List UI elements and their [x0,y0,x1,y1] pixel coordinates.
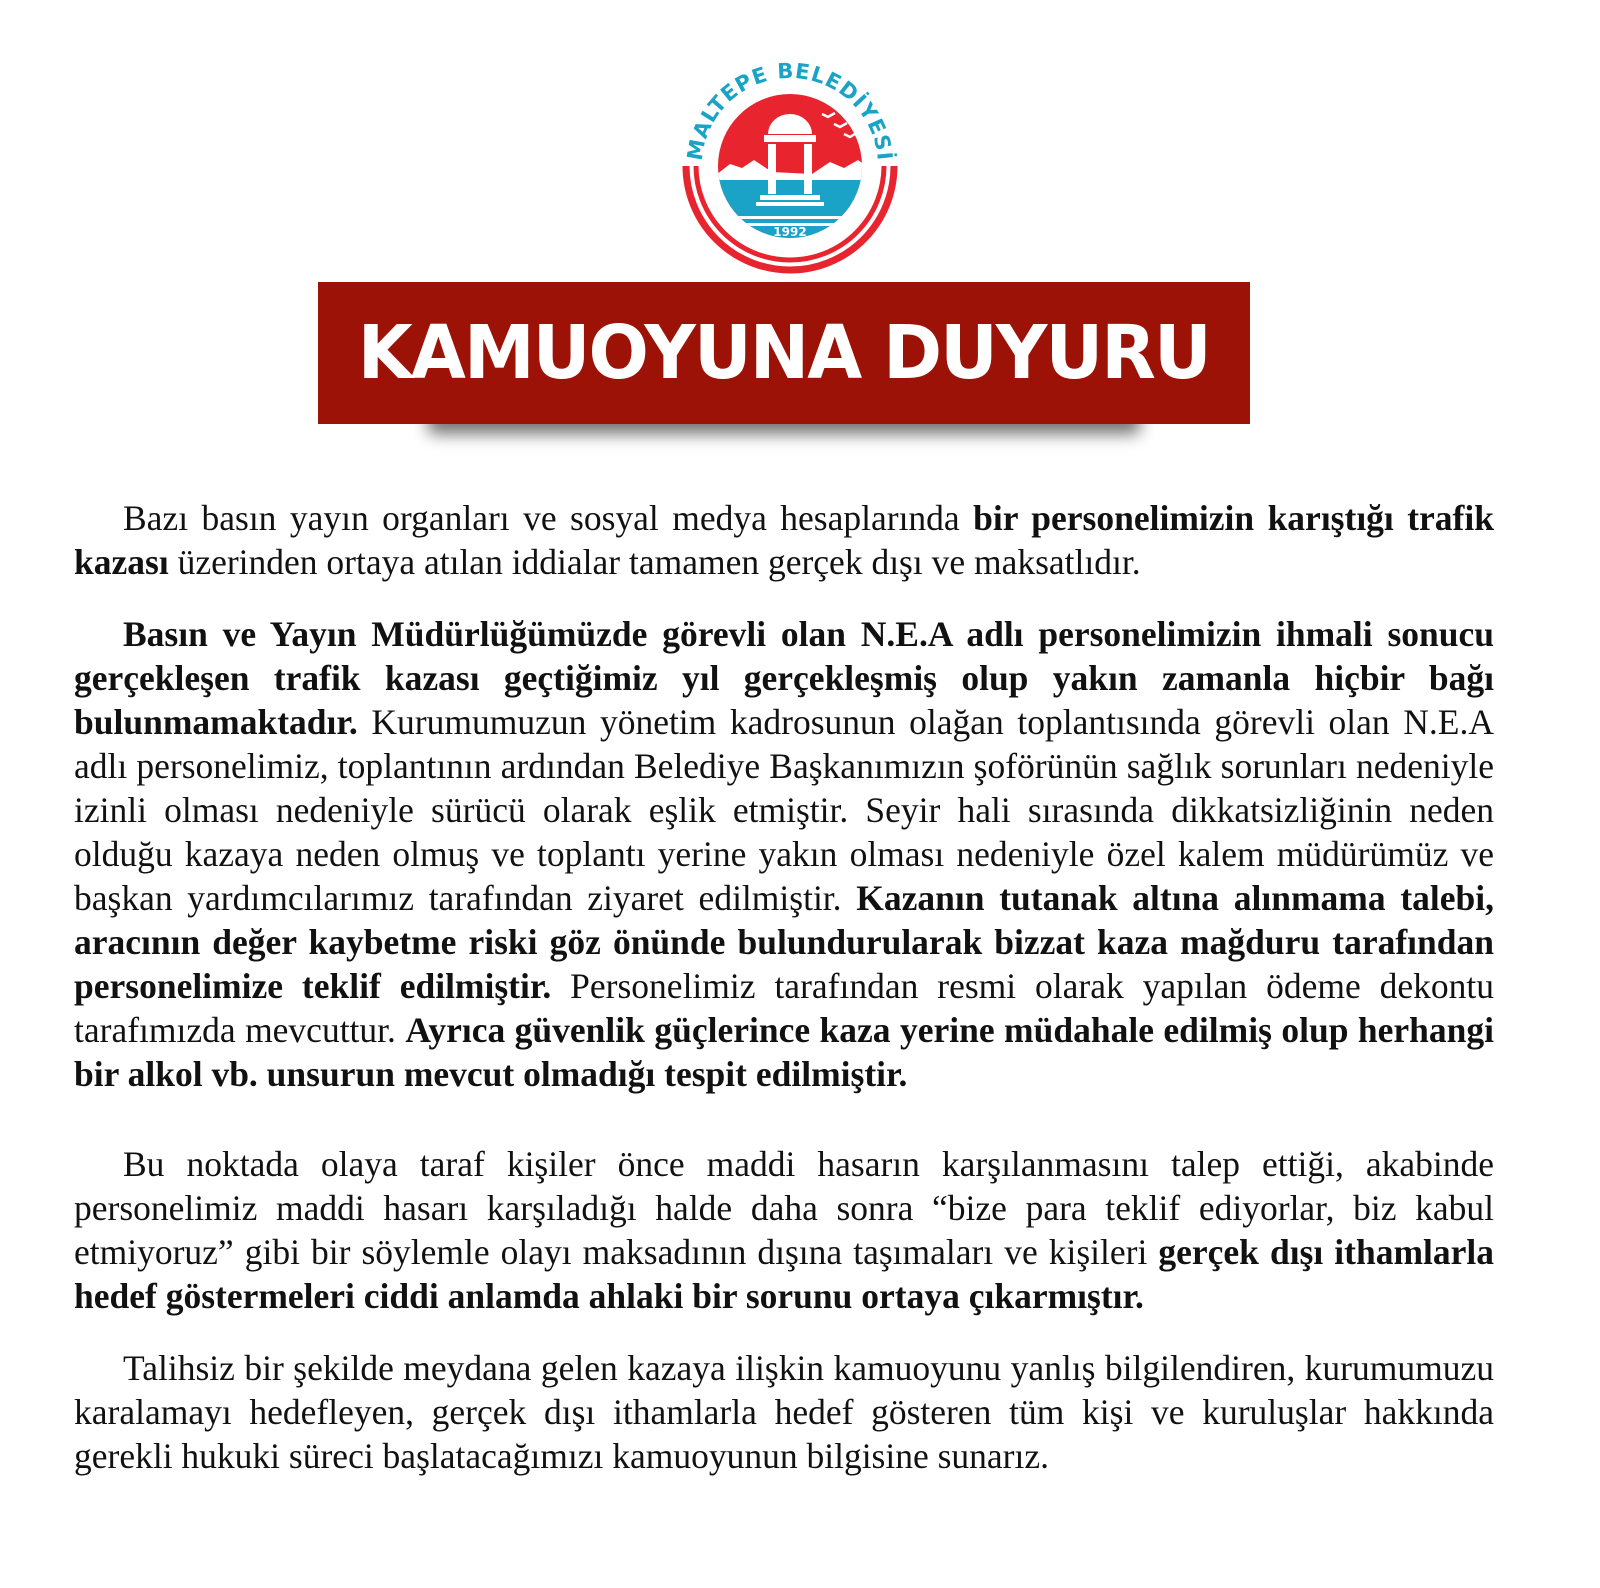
text-segment: Personelimiz tarafından resmi olarak yapılan ödeme dekontu tarafımızda mevcuttur. [74,966,1494,1050]
bold-segment: Ayrıca güvenlik güçlerince kaza yerine müdahale edilmiş olup herhangi bir alkol vb. unsurun mevcut olmadığı tespit edilmiştir. [74,1010,1494,1094]
paragraph-4 [74,1346,1494,1478]
maltepe-belediyesi-logo [672,38,908,274]
bold-segment: gerçek dışı ithamlarla hedef göstermeleri ciddi anlamda ahlaki bir sorunu ortaya çıkarmıştır. [74,1232,1494,1316]
announcement-banner [318,282,1250,426]
bold-segment: Basın ve Yayın Müdürlüğümüzde görevli olan N.E.A adlı personelimizin ihmali sonucu gerçekleşen trafik kazası geçtiğimiz yıl gerçekleşmiş olup yakın zamanla hiçbir bağı bulunmamaktadır. [74,614,1494,742]
text-segment: Talihsiz bir şekilde meydana gelen kazaya ilişkin kamuoyunu yanlış bilgilendiren, kurumumuzu karalamayı hedefleyen, gerçek dışı ithamlarla hedef gösteren tüm kişi ve kuruluşlar hakkında gerekli hukuki süreci başlatacağımızı kamuoyunun bilgisine sunarız. [74,1348,1494,1476]
text-segment: Bazı basın yayın organları ve sosyal medya hesaplarında [123,498,974,538]
paragraph-3 [74,1142,1494,1318]
text-segment: üzerinden ortaya atılan iddialar tamamen gerçek dışı ve maksatlıdır. [168,542,1141,582]
page-title: KAMUOYUNA DUYURU [357,310,1210,396]
text-segment: Kurumumuzun yönetim kadrosunun olağan toplantısında görevli olan N.E.A adlı personelimiz, toplantının ardından Belediye Başkanımızın şoförünün sağlık sorunları nedeniyle izinli olması nedeniyle sürücü olarak eşlik etmiştir. Seyir hali sırasında dikkatsizliğinin neden olduğu kazaya neden olmuş ve toplantı yerine yakın olması nedeniyle özel kalem müdürümüz ve başkan yardımcılarımız tarafından ziyaret edilmiştir. [74,702,1494,918]
bold-segment: bir personelimizin karıştığı trafik kazası [74,498,1494,582]
svg-text:1992: 1992 [773,225,807,239]
announcement-body [74,496,1494,1478]
banner-box [318,282,1250,424]
text-segment: Bu noktada olaya taraf kişiler önce maddi hasarın karşılanmasını talep ettiği, akabinde personelimiz maddi hasarı karşıladığı halde daha sonra “bize para teklif ediyorlar, biz kabul etmiyoruz” gibi bir söylemle olayı maksadının dışına taşımaları ve kişileri [74,1144,1494,1272]
paragraph-1 [74,496,1494,584]
logo-emblem-icon [672,38,908,274]
svg-text:MALTEPE BELEDİYESİ: MALTEPE BELEDİYESİ [682,58,897,163]
paragraph-2 [74,612,1494,1096]
bold-segment: Kazanın tutanak altına alınmama talebi, aracının değer kaybetme riski göz önünde bulundurularak bizzat kaza mağduru tarafından personelimize teklif edilmiştir. [74,878,1494,1006]
